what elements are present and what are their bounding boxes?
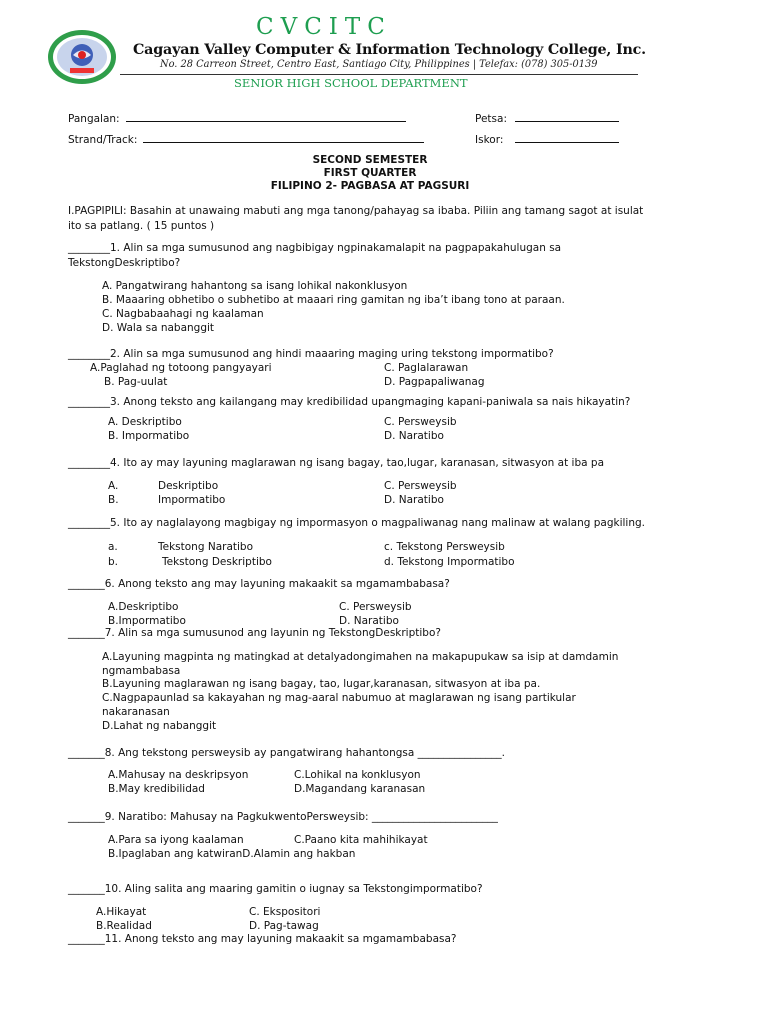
college-acronym: CVCITC: [256, 14, 392, 40]
q6-option-b: B.Impormatibo: [108, 615, 186, 627]
q2-option-c: C. Paglalarawan: [384, 362, 469, 374]
score-label: Iskor:: [475, 134, 504, 146]
q9-option-a: A.Para sa iyong kaalaman: [108, 834, 244, 846]
q10-option-a: A.Hikayat: [96, 906, 147, 918]
q2-option-a: A.Paglahad ng totoong pangyayari: [90, 362, 272, 374]
subject-title: FILIPINO 2- PAGBASA AT PAGSURI: [270, 180, 470, 192]
q5-option-a: Tekstong Naratibo: [158, 541, 254, 553]
question-5-text: ________5. Ito ay naglalayong magbigay ng impormasyon o magpaliwanag nang malinaw at walang pagkiling.: [68, 517, 645, 529]
instructions-line-2: ito sa patlang. ( 15 puntos ): [68, 220, 215, 232]
question-11-text: _______11. Anong teksto ang may layuning makaakit sa mgamambabasa?: [68, 933, 457, 945]
q4-option-b-letter: B.: [108, 494, 119, 506]
instructions-line-1: I.PAGPIPILI: Basahin at unawaing mabuti ang mga tanong/pahayag sa ibaba. Piliin ang tamang sagot at isulat: [68, 205, 644, 217]
q1-option-c: C. Nagbabaahagi ng kaalaman: [102, 308, 264, 320]
question-8-text: _______8. Ang tekstong persweysib ay pangatwirang hahantongsa ________________.: [68, 747, 505, 759]
q5-option-d: d. Tekstong Impormatibo: [384, 556, 515, 568]
q9-option-c: C.Paano kita mahihikayat: [294, 834, 428, 846]
college-name: Cagayan Valley Computer & Information Technology College, Inc.: [133, 42, 646, 58]
score-field: [475, 134, 619, 146]
q1-option-b: B. Maaaring obhetibo o subhetibo at maaari ring gamitan ng iba’t ibang tono at paraan.: [102, 294, 565, 306]
q8-option-c: C.Lohikal na konklusyon: [294, 769, 421, 781]
question-4-text: ________4. Ito ay may layuning maglarawan ng isang bagay, tao,lugar, karanasan, sitwasyon at iba pa: [68, 457, 605, 469]
date-label: Petsa:: [475, 113, 507, 125]
q4-option-b: Impormatibo: [158, 494, 226, 506]
q3-option-c: C. Persweysib: [384, 416, 457, 428]
q5-option-a-letter: a.: [108, 541, 118, 553]
q8-option-b: B.May kredibilidad: [108, 783, 205, 795]
q6-option-d: D. Naratibo: [339, 615, 399, 627]
q9-option-b-d: B.Ipaglaban ang katwiranD.Alamin ang hakban: [108, 848, 356, 860]
q4-option-c: C. Persweysib: [384, 480, 457, 492]
question-6-text: _______6. Anong teksto ang may layuning makaakit sa mgamambabasa?: [68, 578, 450, 590]
q4-option-a: Deskriptibo: [158, 480, 219, 492]
question-1-text-cont: TekstongDeskriptibo?: [68, 257, 181, 269]
q5-option-c: c. Tekstong Persweysib: [384, 541, 505, 553]
name-field: [68, 113, 406, 125]
q5-option-b: Tekstong Deskriptibo: [162, 556, 272, 568]
q3-option-b: B. Impormatibo: [108, 430, 190, 442]
q7-option-c: C.Nagpapaunlad sa kakayahan ng mag-aaral nabumuo at maglarawan ng isang partikular: [102, 692, 576, 704]
semester-title: SECOND SEMESTER: [312, 154, 428, 166]
q10-option-c: C. Ekspositori: [249, 906, 321, 918]
q7-option-a-cont: ngmambabasa: [102, 665, 181, 677]
question-1-text: ________1. Alin sa mga sumusunod ang nagbibigay ngpinakamalapit na pagpapakahulugan sa: [68, 242, 562, 254]
date-field: [475, 113, 619, 125]
question-9-text: _______9. Naratibo: Mahusay na PagkukwentoPersweysib: ________________________: [68, 811, 498, 823]
q7-option-d: D.Lahat ng nabanggit: [102, 720, 217, 732]
q4-option-d: D. Naratibo: [384, 494, 444, 506]
q1-option-d: D. Wala sa nabanggit: [102, 322, 215, 334]
q6-option-a: A.Deskriptibo: [108, 601, 179, 613]
q3-option-a: A. Deskriptibo: [108, 416, 182, 428]
q7-option-c-cont: nakaranasan: [102, 706, 170, 718]
q3-option-d: D. Naratibo: [384, 430, 444, 442]
q4-option-a-letter: A.: [108, 480, 119, 492]
college-address: No. 28 Carreon Street, Centro East, Santiago City, Philippines | Telefax: (078) 305-0139: [160, 59, 598, 70]
q7-option-a: A.Layuning magpinta ng matingkad at detalyadongimahen na makapupukaw sa isip at damdamin: [102, 651, 619, 663]
q8-option-a: A.Mahusay na deskripsyon: [108, 769, 249, 781]
strand-label: Strand/Track:: [68, 134, 138, 146]
question-3-text: ________3. Anong teksto ang kailangang may kredibilidad upangmaging kapani-paniwala sa nais hikayatin?: [68, 396, 631, 408]
question-2-text: ________2. Alin sa mga sumusunod ang hindi maaaring maging uring tekstong impormatibo?: [68, 348, 554, 360]
q8-option-d: D.Magandang karanasan: [294, 783, 426, 795]
q10-option-d: D. Pag-tawag: [249, 920, 319, 932]
department-name: SENIOR HIGH SCHOOL DEPARTMENT: [234, 76, 468, 90]
q7-option-b: B.Layuning maglarawan ng isang bagay, tao, lugar,karanasan, sitwasyon at iba pa.: [102, 678, 541, 690]
question-10-text: _______10. Aling salita ang maaring gamitin o iugnay sa Tekstongimpormatibo?: [68, 883, 483, 895]
quarter-title: FIRST QUARTER: [323, 167, 417, 179]
q5-option-b-letter: b.: [108, 556, 119, 568]
name-label: Pangalan:: [68, 113, 120, 125]
q10-option-b: B.Realidad: [96, 920, 152, 932]
q1-option-a: A. Pangatwirang hahantong sa isang lohikal nakonklusyon: [102, 280, 408, 292]
college-seal-logo: [46, 28, 118, 86]
question-7-text: _______7. Alin sa mga sumusunod ang layunin ng TekstongDeskriptibo?: [68, 627, 441, 639]
q2-option-b: B. Pag-uulat: [104, 376, 168, 388]
strand-field: [68, 134, 424, 146]
q2-option-d: D. Pagpapaliwanag: [384, 376, 485, 388]
q6-option-c: C. Persweysib: [339, 601, 412, 613]
header-divider: [120, 74, 638, 75]
